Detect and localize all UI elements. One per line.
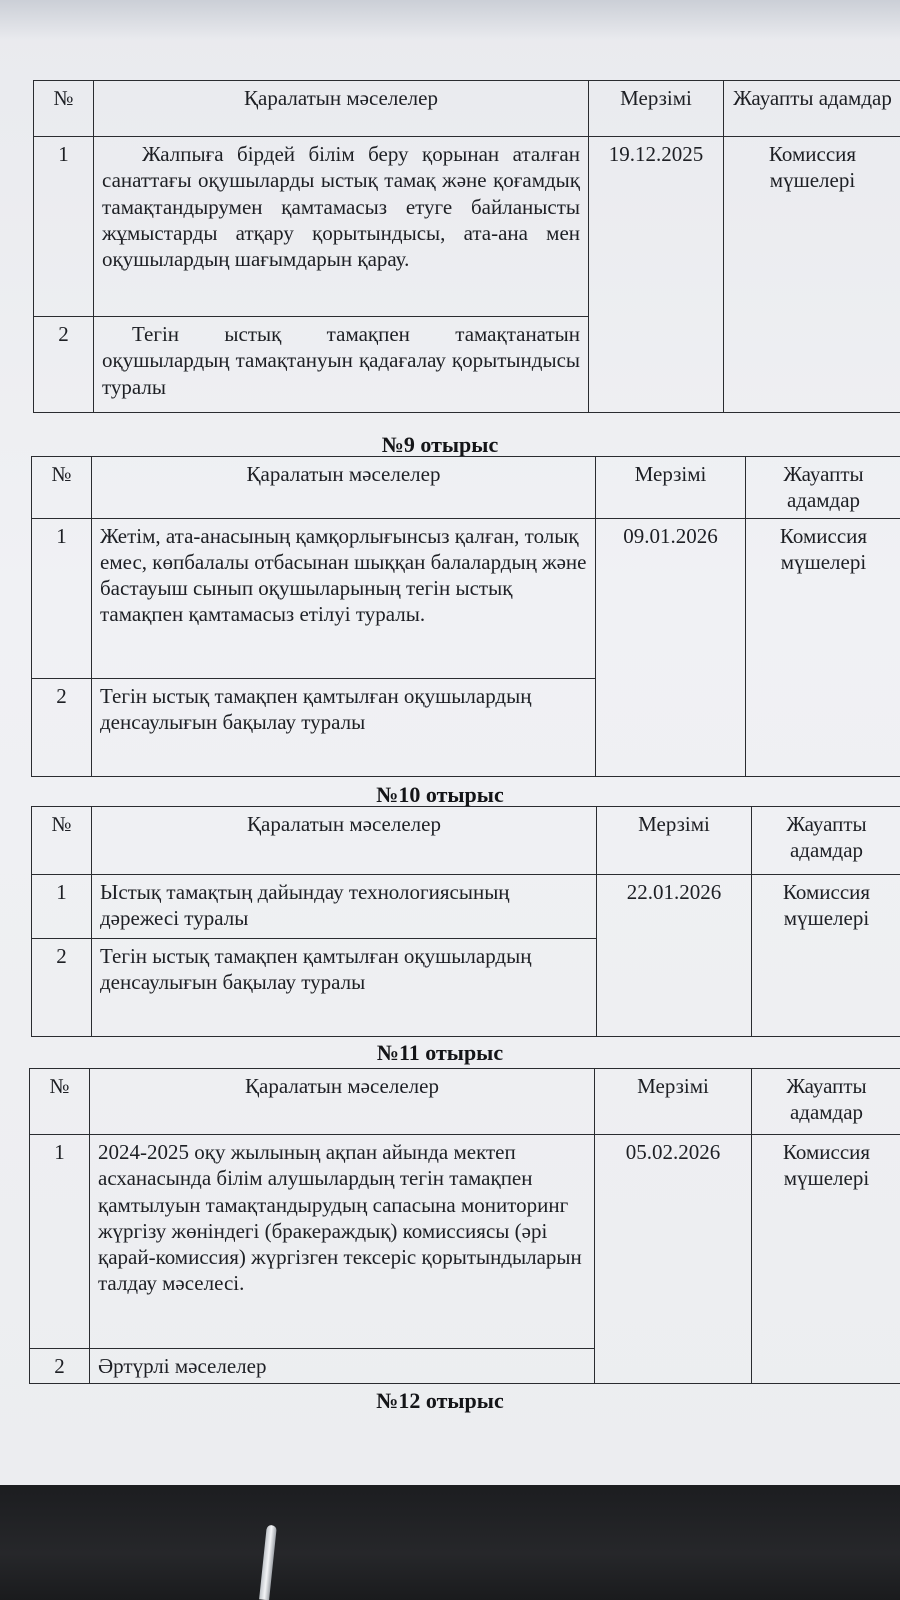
- table-row: [32, 875, 900, 939]
- row-responsible: Комиссия мүшелері: [752, 875, 900, 1037]
- header-issues: Қаралатын мәселелер: [90, 1069, 595, 1135]
- row-issue-text: Жетім, ата-анасының қамқорлығынсыз қалған, толық емес, көпбалалы отбасынан шыққан балалардың және бастауыш сынып оқушыларының тегін ыстық тамақпен қамтамасыз етілуі туралы.: [92, 518, 596, 678]
- header-issues: Қаралатын мәселелер: [92, 457, 596, 519]
- row-issue-text: Тегін ыстық тамақпен қамтылған оқушылардың денсаулығын бақылау туралы: [92, 939, 597, 1037]
- table-row: [34, 137, 900, 317]
- header-date: Мерзімі: [595, 1069, 752, 1135]
- row-issue-text: Жалпыға бірдей білім беру қорынан аталған санаттағы оқушыларды ыстық тамақ және қоғамдық тамақтандырумен қамтамасыз етуге байланысты жұмыстарды атқару қорытындысы, ата-ана мен оқушылардың шағымдарын қарау.: [94, 137, 589, 317]
- row-responsible: Комиссия мүшелері: [724, 137, 900, 413]
- header-date: Мерзімі: [596, 457, 746, 519]
- table-header-row: [32, 807, 900, 875]
- row-date: 05.02.2026: [595, 1135, 752, 1384]
- session-10-title: №10 отырыс: [376, 782, 504, 807]
- session-11-table: [29, 1068, 900, 1384]
- row-issue-text: Тегін ыстық тамақпен қамтылған оқушылардың денсаулығын бақылау туралы: [92, 678, 596, 776]
- table-row: [30, 1135, 900, 1349]
- header-date: Мерзімі: [589, 81, 724, 137]
- table-row: [32, 518, 900, 678]
- page-edge-shadow: [0, 0, 900, 40]
- row-issue-text: Тегін ыстық тамақпен тамақтанатын оқушылардың тамақтануын қадағалау қорытындысы туралы: [94, 317, 589, 413]
- table-header-row: [32, 457, 900, 519]
- row-num: 1: [32, 518, 92, 678]
- row-date: 22.01.2026: [597, 875, 752, 1037]
- table-header-row: [34, 81, 900, 137]
- header-num: №: [34, 81, 94, 137]
- row-num: 2: [32, 678, 92, 776]
- session-12-title: №12 отырыс: [376, 1388, 504, 1413]
- header-date: Мерзімі: [597, 807, 752, 875]
- header-responsible: Жауапты адамдар: [752, 807, 900, 875]
- header-issues: Қаралатын мәселелер: [92, 807, 597, 875]
- table-header-row: [30, 1069, 900, 1135]
- session-8-table: [33, 80, 900, 413]
- header-responsible: Жауапты адамдар: [746, 457, 900, 519]
- row-date: 19.12.2025: [589, 137, 724, 413]
- row-date: 09.01.2026: [596, 518, 746, 776]
- row-issue-text: Әртүрлі мәселелер: [90, 1349, 595, 1384]
- row-issue-text: Ыстық тамақтың дайындау технологиясының дәрежесі туралы: [92, 875, 597, 939]
- header-responsible: Жауапты адамдар: [724, 81, 900, 137]
- session-11-title: №11 отырыс: [376, 1040, 504, 1065]
- row-num: 1: [34, 137, 94, 317]
- header-responsible: Жауапты адамдар: [752, 1069, 900, 1135]
- header-num: №: [32, 807, 92, 875]
- desk-background: [0, 1485, 900, 1600]
- row-num: 2: [30, 1349, 90, 1384]
- row-responsible: Комиссия мүшелері: [746, 518, 900, 776]
- session-9-table: [31, 456, 900, 777]
- row-issue-text: 2024-2025 оқу жылының ақпан айында мектеп асханасында білім алушылардың тегін тамақпен қамтылуын тамақтандырудың сапасына мониторинг жүргізу жөніндегі (бракераждық) комиссиясы (әрі қарай-комиссия) жүргізген тексеріс қорытындыларын талдау мәселесі.: [90, 1135, 595, 1349]
- header-issues: Қаралатын мәселелер: [94, 81, 589, 137]
- row-num: 2: [32, 939, 92, 1037]
- row-num: 1: [30, 1135, 90, 1349]
- header-num: №: [30, 1069, 90, 1135]
- row-num: 1: [32, 875, 92, 939]
- row-responsible: Комиссия мүшелері: [752, 1135, 900, 1384]
- session-9-title: №9 отырыс: [381, 432, 499, 457]
- row-num: 2: [34, 317, 94, 413]
- header-num: №: [32, 457, 92, 519]
- session-10-table: [31, 806, 900, 1037]
